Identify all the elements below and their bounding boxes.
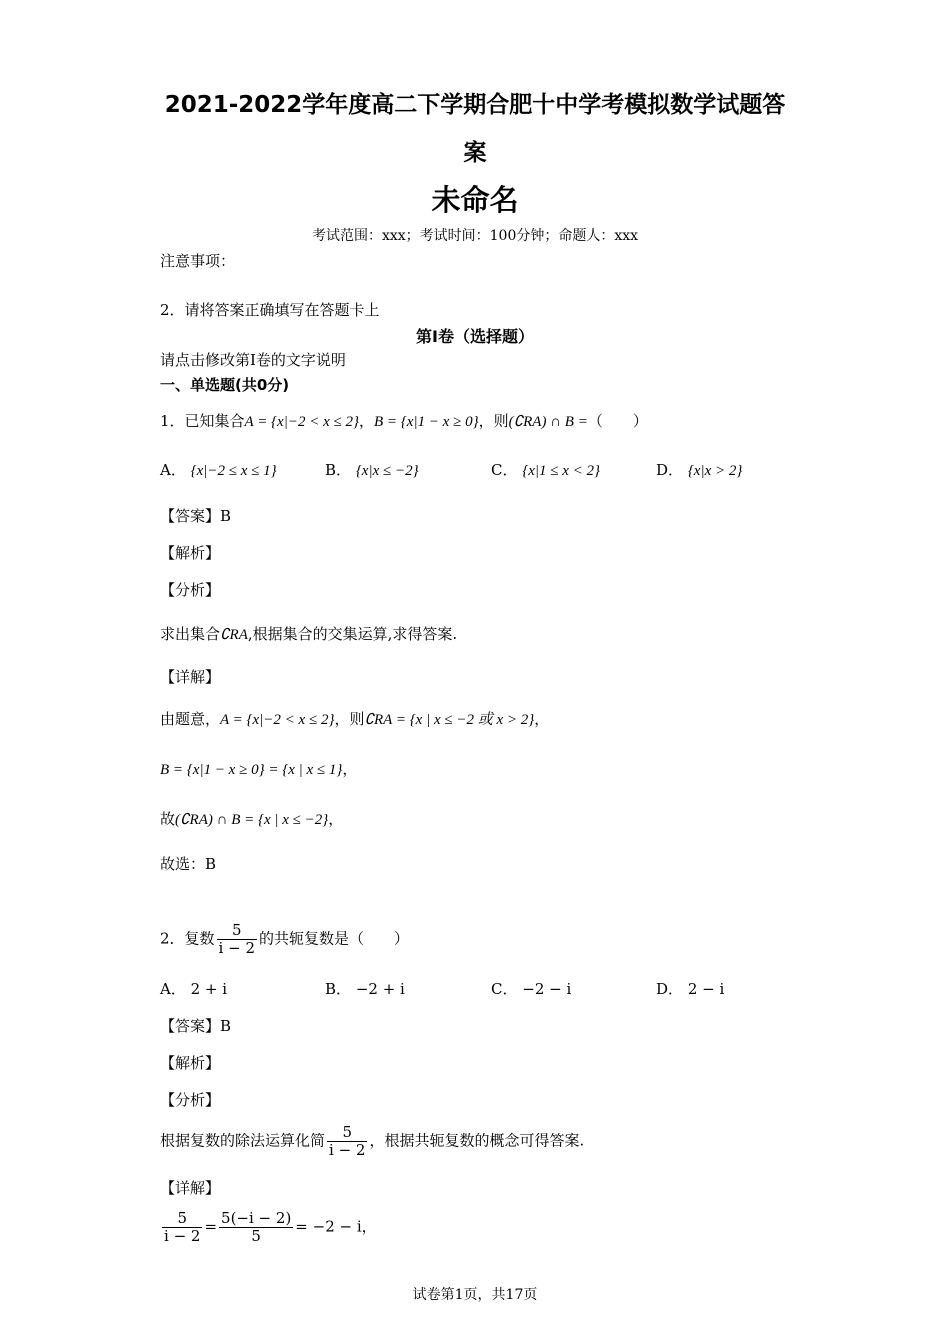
q2-stem — [160, 922, 409, 957]
frac-numerator: 5 — [327, 1124, 367, 1142]
frac-denominator: 5 — [251, 1227, 261, 1245]
option-value: {x|1 ≤ x < 2} — [522, 463, 601, 479]
option-label: D． — [656, 980, 684, 998]
q2-fenxi-fraction — [327, 1124, 367, 1159]
q1-then: ，则 — [478, 412, 509, 430]
frac-denominator: i − 2 — [164, 1227, 201, 1245]
math-expr: = −2 − i — [295, 1217, 362, 1236]
q1-comma: ， — [358, 412, 374, 430]
page-footer: 试卷第1页，共17页 — [412, 1287, 538, 1303]
frac-denominator: i − 2 — [329, 1141, 366, 1159]
equals-sign: = — [204, 1217, 218, 1236]
text: 故 — [160, 810, 176, 828]
q1-paren: （ ） — [587, 412, 648, 430]
q1-set-a: A = {x|−2 < x ≤ 2} — [244, 414, 359, 430]
section-heading: 第I卷（选择题） — [416, 327, 534, 346]
text: 根据复数的除法运算化简 — [160, 1131, 326, 1150]
option-value: {x|−2 ≤ x ≤ 1} — [190, 463, 277, 479]
option-value: 2 − i — [687, 980, 725, 998]
notice-item: 2．请将答案正确填写在答题卡上 — [160, 301, 380, 319]
doc-title-line1: 2021-2022学年度高二下学期合肥十中学考模拟数学试题答 — [164, 92, 786, 118]
option-value: 2 + i — [190, 980, 228, 998]
option-label: B． — [325, 461, 352, 479]
q1-stem-prefix: 1．已知集合 — [160, 412, 245, 430]
q2-fraction — [217, 922, 257, 957]
text: 由题意， — [160, 710, 221, 728]
text: ， — [361, 1217, 377, 1236]
option-value: −2 − i — [522, 980, 572, 998]
q1-fenxi-label: 【分析】 — [160, 581, 221, 599]
option-label: B． — [325, 980, 352, 998]
q1-detail-line3 — [160, 808, 343, 829]
exam-info: 考试范围：xxx；考试时间：100分钟；命题人：xxx — [311, 228, 639, 244]
text: 的共轭复数是（ ） — [259, 929, 410, 948]
q1-answer: 【答案】B — [160, 507, 232, 525]
q1-stem — [160, 410, 648, 431]
q1-detail-line1 — [160, 708, 549, 729]
frac-numerator: 5(−i − 2) — [221, 1209, 292, 1227]
option-value: {x|x > 2} — [687, 463, 743, 479]
option-label: C． — [491, 461, 518, 479]
math-expr: A = {x|−2 < x ≤ 2} — [220, 712, 335, 728]
q2-detail-label: 【详解】 — [160, 1179, 221, 1197]
part-title: 一、单选题(共0分) — [160, 376, 290, 394]
frac-denominator: i − 2 — [218, 939, 255, 957]
option-label: C． — [491, 980, 518, 998]
q2-detail-fraction1 — [162, 1210, 202, 1245]
q1-expr: (∁RA) ∩ B = — [508, 414, 588, 430]
q2-option-c[interactable] — [491, 978, 571, 999]
text: ， — [342, 760, 358, 778]
text: ，根据共轭复数的概念可得答案. — [369, 1131, 585, 1150]
q2-option-b[interactable] — [325, 978, 405, 999]
text: ， — [328, 810, 344, 828]
option-label: D． — [656, 461, 684, 479]
q1-option-c[interactable] — [491, 459, 600, 480]
option-label: A． — [160, 461, 186, 479]
q1-analysis-label: 【解析】 — [160, 544, 221, 562]
q1-choose: 故选：B — [160, 855, 217, 873]
text: 2．复数 — [160, 929, 215, 948]
q1-option-d[interactable] — [656, 459, 742, 480]
q2-detail-line — [160, 1210, 377, 1245]
math-expr: ∁RA = {x | x ≤ −2 或 x > 2} — [364, 712, 535, 728]
math-expr: B = {x|1 − x ≥ 0} = {x | x ≤ 1} — [160, 762, 343, 778]
math-expr: ∁RA — [220, 627, 248, 643]
q1-detail-line2 — [160, 758, 357, 779]
text: ,根据集合的交集运算,求得答案. — [247, 625, 458, 643]
section-description: 请点击修改第I卷的文字说明 — [160, 351, 346, 369]
frac-numerator: 5 — [217, 922, 257, 940]
q1-fenxi-text — [160, 623, 457, 644]
frac-numerator: 5 — [162, 1210, 202, 1228]
notice-label: 注意事项： — [160, 252, 236, 270]
doc-title-line2: 案 — [463, 140, 487, 166]
q2-option-d[interactable] — [656, 978, 724, 999]
q1-option-a[interactable] — [160, 459, 277, 480]
math-expr: (∁RA) ∩ B = {x | x ≤ −2} — [175, 812, 329, 828]
q2-detail-fraction2 — [219, 1210, 293, 1245]
doc-subtitle: 未命名 — [431, 183, 519, 217]
q2-analysis-label: 【解析】 — [160, 1054, 221, 1072]
option-label: A． — [160, 980, 186, 998]
text: ，则 — [334, 710, 365, 728]
q2-answer: 【答案】B — [160, 1017, 232, 1035]
text: 求出集合 — [160, 625, 221, 643]
q1-set-b: B = {x|1 − x ≥ 0} — [374, 414, 479, 430]
text: ， — [534, 710, 550, 728]
q2-option-a[interactable] — [160, 978, 227, 999]
option-value: −2 + i — [355, 980, 405, 998]
q2-fenxi-label: 【分析】 — [160, 1091, 221, 1109]
q1-detail-label: 【详解】 — [160, 668, 221, 686]
q1-option-b[interactable] — [325, 459, 419, 480]
option-value: {x|x ≤ −2} — [355, 463, 419, 479]
q2-fenxi-text — [160, 1124, 584, 1159]
